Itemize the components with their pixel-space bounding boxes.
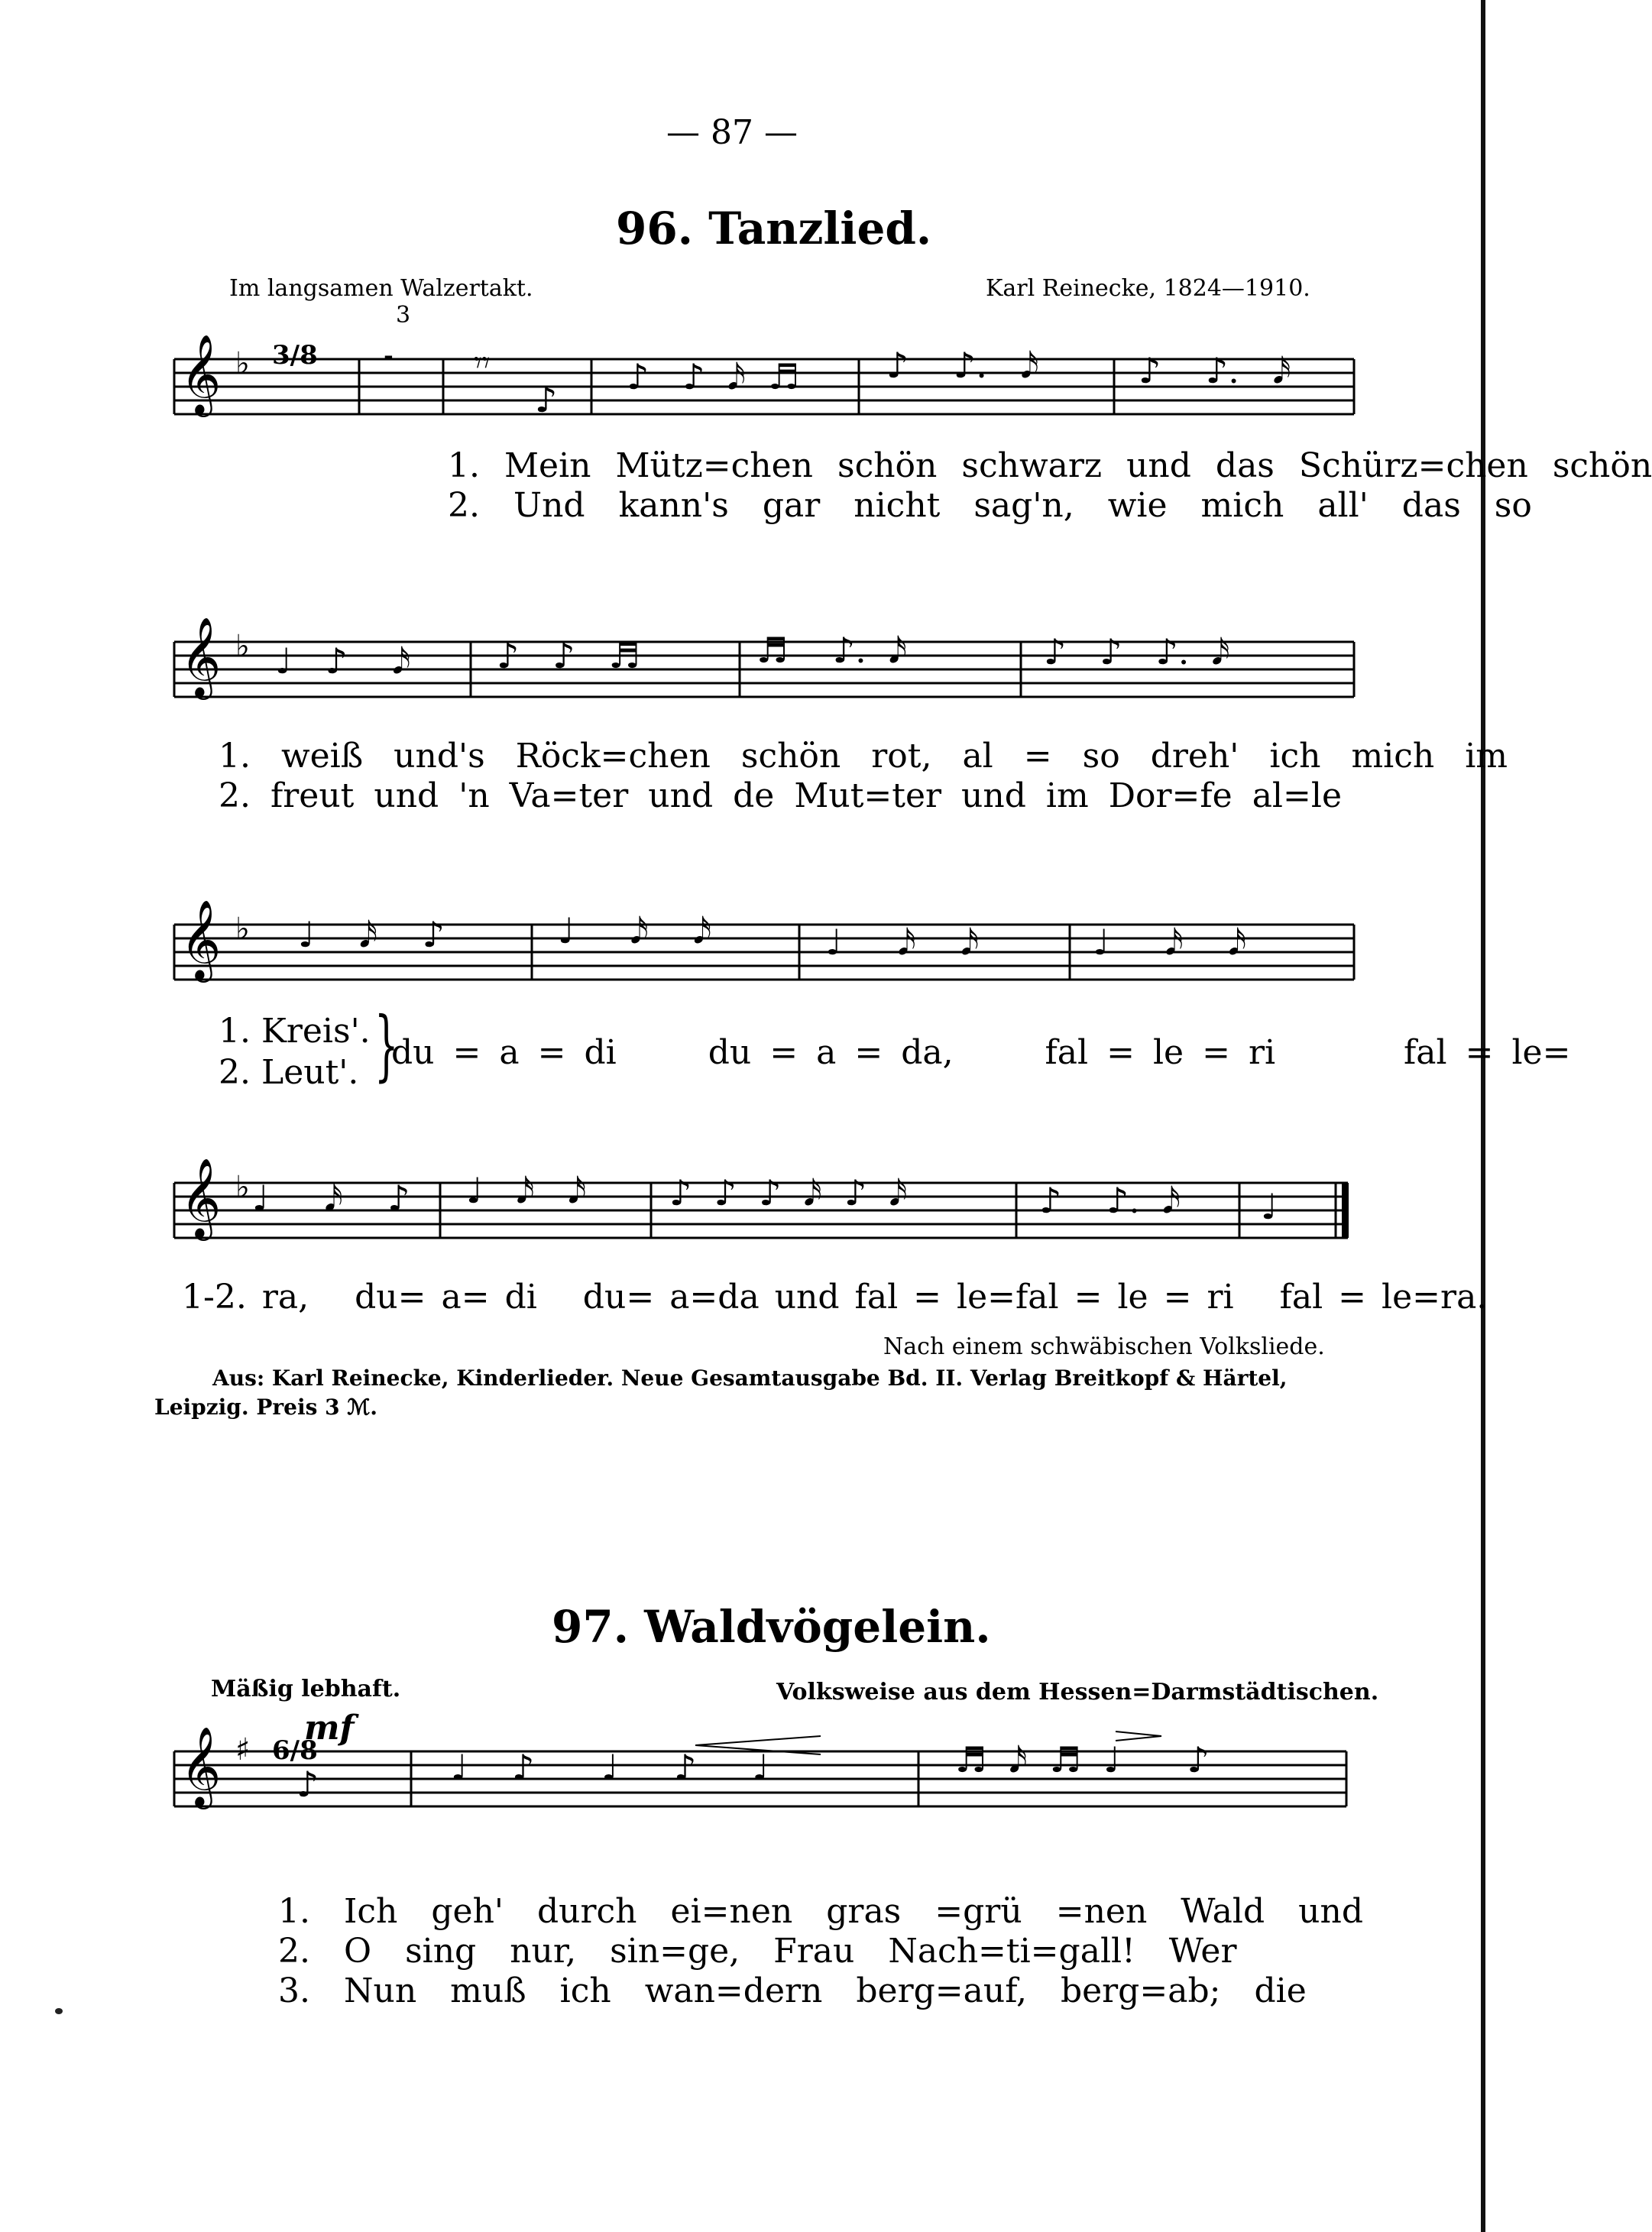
key-signature-flat-icon: ♭ [235,345,250,381]
song-97-origin: Volksweise aus dem Hessen=Darmstädtischen. [776,1679,1379,1706]
ink-speck [55,2008,63,2014]
note-icon: ♪ ♪. 𝅘𝅥𝅯 [886,345,1039,386]
key-signature-sharp-icon: ♯ [235,1732,251,1767]
staff-96-system-4 [0,1152,1513,1275]
note-icon: ♪ ♪ 𝅘𝅥𝅯 ♬ [627,356,800,397]
song-97-title: 97. Waldvögelein. [552,1601,991,1653]
note-icon: ♩ 𝅘𝅥𝅯 𝅘𝅥𝅯 [466,1170,587,1211]
treble-clef-icon: 𝄞 [180,334,222,414]
note-icon: ♩ ♪ ♩ ♪ ♩ [451,1747,769,1788]
lyrics-97-v3: 3. Nun muß ich wan=dern berg=auf, berg=ab; die [278,1971,1307,2010]
lyrics-96-s3-v1: 1. Kreis'. [219,1012,371,1051]
page-number: — 87 — [666,113,798,152]
note-icon: ♬ ♪. 𝅘𝅥𝅯 [756,630,907,671]
lyrics-96-s2-v1: 1. weiß und's Röck=chen schön rot, al = so dreh' ich mich im [219,737,1508,776]
note-icon: ♩ [1261,1186,1278,1227]
treble-clef-icon: 𝄞 [180,899,222,980]
note-icon: ♩ 𝅘𝅥𝅯 𝅘𝅥𝅯 [558,910,712,951]
note-icon: ♪ [535,379,558,420]
song-97-tempo: Mäßig lebhaft. [211,1676,401,1702]
note-icon: ♪ ♪ ♪. 𝅘𝅥𝅯 [1044,631,1230,672]
lyrics-97-v2: 2. O sing nur, sin=ge, Frau Nach=ti=gall! Wer [278,1932,1237,1971]
key-signature-flat-icon: ♭ [235,911,250,947]
lyrics-96-s1-v1: 1. Mein Mütz=chen schön schwarz und das Schürz=chen schön [448,446,1652,485]
song-96-publication-line-1: Aus: Karl Reinecke, Kinderlieder. Neue Gesamtausgabe Bd. II. Verlag Breitkopf & Härtel, [212,1365,1288,1391]
treble-clef-icon: 𝄞 [180,1158,222,1238]
staff-96-system-3 [0,894,1513,1016]
song-96-publication-line-2: Leipzig. Preis 3 ℳ. [154,1395,378,1420]
lyrics-96-s1-v2: 2. Und kann's gar nicht sag'n, wie mich all' das so [448,486,1532,525]
lyrics-brace: } [374,1000,399,1090]
note-icon: ♩ 𝅘𝅥𝅯 ♪ [298,914,445,955]
note-icon: ♪ ♪. 𝅘𝅥𝅯 [1139,350,1291,391]
note-icon: ♪ [296,1764,319,1805]
treble-clef-icon: 𝄞 [180,617,222,697]
rest-icon: 𝄾𝄾 [474,345,491,381]
lyrics-96-s2-v2: 2. freut und 'n Va=ter und de Mut=ter und im Dor=fe al=le [219,776,1343,815]
song-96-composer: Karl Reinecke, 1824—1910. [986,275,1310,302]
time-signature-6-8: 6/8 [272,1735,318,1766]
lyrics-97-v1: 1. Ich geh' durch ei=nen gras =grü =nen Wald und [278,1892,1363,1931]
note-icon: ♪ ♪ ♬ [497,635,640,676]
treble-clef-icon: 𝄞 [180,1726,222,1806]
time-signature-3-8: 3/8 [272,340,318,371]
note-icon: ♬ 𝅘𝅥𝅯 ♬ ♩ ♪ [955,1739,1210,1780]
song-96-source-note: Nach einem schwäbischen Volksliede. [883,1333,1325,1360]
note-icon: ♩ 𝅘𝅥𝅯 𝅘𝅥𝅯 [825,922,980,963]
note-icon: ♩ 𝅘𝅥𝅯 𝅘𝅥𝅯 [1093,922,1247,963]
triplet-mark: 3 [396,302,411,329]
lyrics-96-s4: 1-2. ra, du= a= di du= a=da und fal = le=fal = le = ri fal = le=ra. [182,1278,1488,1317]
key-signature-flat-icon: ♭ [235,1169,250,1205]
key-signature-flat-icon: ♭ [235,628,250,664]
rest-icon: 𝄼 [382,341,395,380]
song-96-tempo: Im langsamen Walzertakt. [229,275,533,302]
note-icon: ♩ ♪ 𝅘𝅥𝅯 [275,640,411,682]
note-icon: ♩ 𝅘𝅥𝅯 ♪ [252,1178,410,1219]
lyrics-96-s3-v2: 2. Leut'. [219,1053,359,1092]
song-96-title: 96. Tanzlied. [616,202,932,254]
dynamic-mf: mf [304,1709,355,1748]
note-icon: ♪ ♪ ♪ 𝅘𝅥𝅯 ♪ 𝅘𝅥𝅯 [669,1172,908,1213]
lyrics-96-s3-common: du = a = di du = a = da, fal = le = ri fal = le= [391,1033,1571,1072]
note-icon: ♪ ♪. 𝅘𝅥𝅯 [1039,1180,1181,1221]
